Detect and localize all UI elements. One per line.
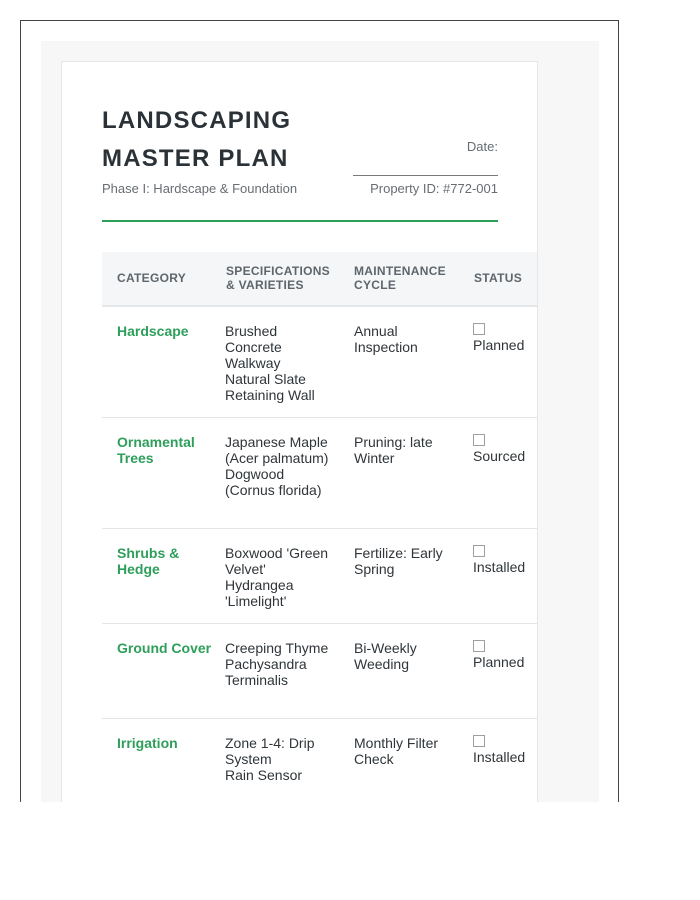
row-specifications: [225, 640, 337, 688]
spec-item: Brushed Concrete Walkway: [225, 323, 282, 371]
row-category: Shrubs & Hedge: [117, 545, 180, 577]
status-label: Planned: [473, 654, 525, 670]
row-category: Irrigation: [117, 735, 178, 751]
column-header-maintenance: [354, 264, 446, 292]
row-category: Hardscape: [117, 323, 189, 339]
plan-sheet: [61, 61, 538, 802]
spec-item: Hydrangea 'Limelight': [225, 577, 294, 609]
row-specifications: [225, 323, 337, 403]
column-header-spec-line-1: SPECIFICATIONS: [226, 264, 330, 278]
row-status: [473, 545, 538, 575]
row-maintenance: Pruning: late Winter: [354, 434, 433, 466]
column-header-specifications: [226, 264, 330, 292]
plan-header: [102, 102, 498, 222]
table-row: [102, 624, 538, 719]
spec-item: Pachysandra Terminalis: [225, 656, 307, 688]
table-header: [102, 252, 538, 307]
status-checkbox[interactable]: [473, 545, 485, 557]
column-header-status: STATUS: [474, 271, 523, 285]
status-label: Sourced: [473, 448, 526, 464]
spec-item: Natural Slate Retaining Wall: [225, 371, 315, 403]
spec-item: Rain Sensor: [225, 767, 303, 783]
spec-item: Boxwood 'Green Velvet': [225, 545, 329, 577]
table-row: [102, 307, 538, 418]
date-label: Date:: [466, 139, 498, 154]
row-category: Ground Cover: [117, 640, 212, 656]
spec-item: Dogwood (Cornus florida): [225, 466, 322, 498]
row-maintenance: Annual Inspection: [354, 323, 418, 355]
row-status: [473, 434, 538, 464]
title-line-1: LANDSCAPING: [102, 107, 292, 134]
page-title: [102, 102, 362, 178]
row-specifications: [225, 434, 337, 498]
table-row: [102, 719, 538, 802]
column-header-maint-line-1: MAINTENANCE: [354, 264, 446, 278]
document-frame: [20, 20, 619, 802]
page-subtitle: Phase I: Hardscape & Foundation: [102, 181, 298, 196]
row-specifications: [225, 735, 337, 783]
status-label: Installed: [473, 749, 526, 765]
column-header-spec-line-2: & VARIETIES: [226, 278, 304, 292]
spec-item: Japanese Maple (Acer palmatum): [225, 434, 329, 466]
status-checkbox[interactable]: [473, 323, 485, 335]
status-label: Planned: [473, 337, 525, 353]
spec-item: Zone 1-4: Drip System: [225, 735, 315, 767]
status-checkbox[interactable]: [473, 434, 485, 446]
row-category: Ornamental Trees: [117, 434, 195, 466]
row-status: [473, 735, 538, 765]
row-status: [473, 640, 538, 670]
row-specifications: [225, 545, 337, 609]
header-divider: [102, 220, 498, 222]
row-maintenance: Monthly Filter Check: [354, 735, 439, 767]
title-line-2: MASTER PLAN: [102, 145, 289, 172]
status-checkbox[interactable]: [473, 735, 485, 747]
date-signature-line: [353, 175, 498, 176]
column-header-category: CATEGORY: [117, 271, 187, 285]
status-label: Installed: [473, 559, 526, 575]
table-row: [102, 529, 538, 624]
row-status: [473, 323, 538, 353]
plan-table: [102, 252, 538, 802]
row-maintenance: Fertilize: Early Spring: [354, 545, 443, 577]
row-maintenance: Bi-Weekly Weeding: [354, 640, 417, 672]
status-checkbox[interactable]: [473, 640, 485, 652]
table-row: [102, 418, 538, 529]
spec-item: Creeping Thyme: [225, 640, 329, 656]
column-header-maint-line-2: CYCLE: [354, 278, 397, 292]
property-id: Property ID: #772-001: [370, 181, 498, 196]
